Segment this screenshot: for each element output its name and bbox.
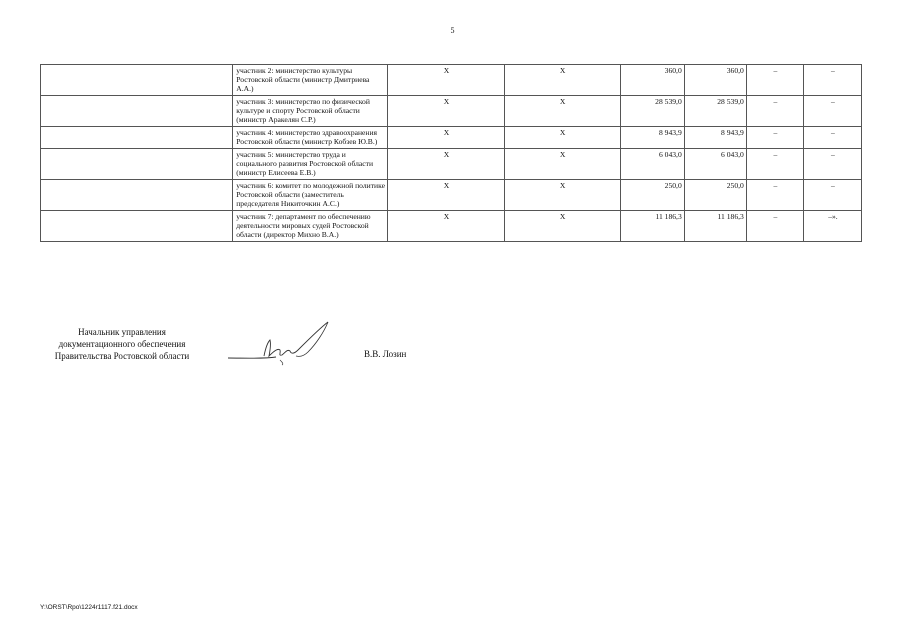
- table-body: [41, 65, 862, 242]
- column-b-cell: Х: [504, 127, 620, 149]
- table-row: [41, 65, 862, 96]
- participant-cell: участник 2: министерство культуры Ростовской области (министр Дмитриева А.А.): [233, 65, 388, 96]
- extra-1-cell: –: [746, 211, 803, 242]
- budget-cell: 11 186,3: [684, 211, 746, 242]
- page-number: 5: [450, 26, 455, 35]
- extra-2-cell: –: [803, 149, 861, 180]
- table-row: [41, 180, 862, 211]
- column-a-cell: Х: [388, 211, 504, 242]
- column-b-cell: Х: [504, 96, 620, 127]
- signature-title-line-2: документационного обеспечения: [58, 339, 186, 349]
- extra-1-cell: –: [746, 180, 803, 211]
- signer-name: В.В. Лозин: [364, 349, 407, 359]
- program-cell: [41, 149, 233, 180]
- extra-2-cell: –: [803, 180, 861, 211]
- budget-cell: 6 043,0: [684, 149, 746, 180]
- signature-title: [36, 326, 208, 362]
- participant-cell: участник 5: министерство труда и социального развития Ростовской области (министр Елисеева Е.В.): [233, 149, 388, 180]
- column-b-cell: Х: [504, 149, 620, 180]
- column-a-cell: Х: [388, 149, 504, 180]
- total-cell: 11 186,3: [620, 211, 684, 242]
- table-row: [41, 127, 862, 149]
- budget-cell: 250,0: [684, 180, 746, 211]
- program-cell: [41, 180, 233, 211]
- extra-1-cell: –: [746, 149, 803, 180]
- budget-cell: 28 539,0: [684, 96, 746, 127]
- budget-table: [40, 64, 862, 242]
- column-a-cell: Х: [388, 127, 504, 149]
- participant-cell: участник 4: министерство здравоохранения Ростовской области (министр Кобзев Ю.В.): [233, 127, 388, 149]
- budget-cell: 360,0: [684, 65, 746, 96]
- program-cell: [41, 96, 233, 127]
- participant-cell: участник 3: министерство по физической культуре и спорту Ростовской области (министр Аракелян С.Р.): [233, 96, 388, 127]
- column-b-cell: Х: [504, 211, 620, 242]
- signature-title-line-3: Правительства Ростовской области: [54, 351, 190, 361]
- column-a-cell: Х: [388, 65, 504, 96]
- column-a-cell: Х: [388, 180, 504, 211]
- extra-2-cell: –: [803, 96, 861, 127]
- table-row: [41, 211, 862, 242]
- extra-2-cell: –».: [803, 211, 861, 242]
- handwritten-signature: [224, 318, 342, 370]
- total-cell: 360,0: [620, 65, 684, 96]
- participant-cell: участник 6: комитет по молодежной политике Ростовской области (заместитель председателя Никиточкин А.С.): [233, 180, 388, 211]
- total-cell: 8 943,9: [620, 127, 684, 149]
- extra-1-cell: –: [746, 65, 803, 96]
- column-b-cell: Х: [504, 65, 620, 96]
- program-cell: [41, 65, 233, 96]
- table-row: [41, 96, 862, 127]
- program-cell: [41, 127, 233, 149]
- total-cell: 6 043,0: [620, 149, 684, 180]
- column-a-cell: Х: [388, 96, 504, 127]
- total-cell: 250,0: [620, 180, 684, 211]
- signature-title-line-1: Начальник управления: [78, 327, 166, 337]
- extra-1-cell: –: [746, 127, 803, 149]
- budget-cell: 8 943,9: [684, 127, 746, 149]
- file-path: Y:\ORST\Rpo\1224r1117.f21.docx: [40, 604, 138, 611]
- extra-2-cell: –: [803, 65, 861, 96]
- total-cell: 28 539,0: [620, 96, 684, 127]
- participant-cell: участник 7: департамент по обеспечению деятельности мировых судей Ростовской области (директор Михно В.А.): [233, 211, 388, 242]
- program-cell: [41, 211, 233, 242]
- table-row: [41, 149, 862, 180]
- column-b-cell: Х: [504, 180, 620, 211]
- extra-2-cell: –: [803, 127, 861, 149]
- extra-1-cell: –: [746, 96, 803, 127]
